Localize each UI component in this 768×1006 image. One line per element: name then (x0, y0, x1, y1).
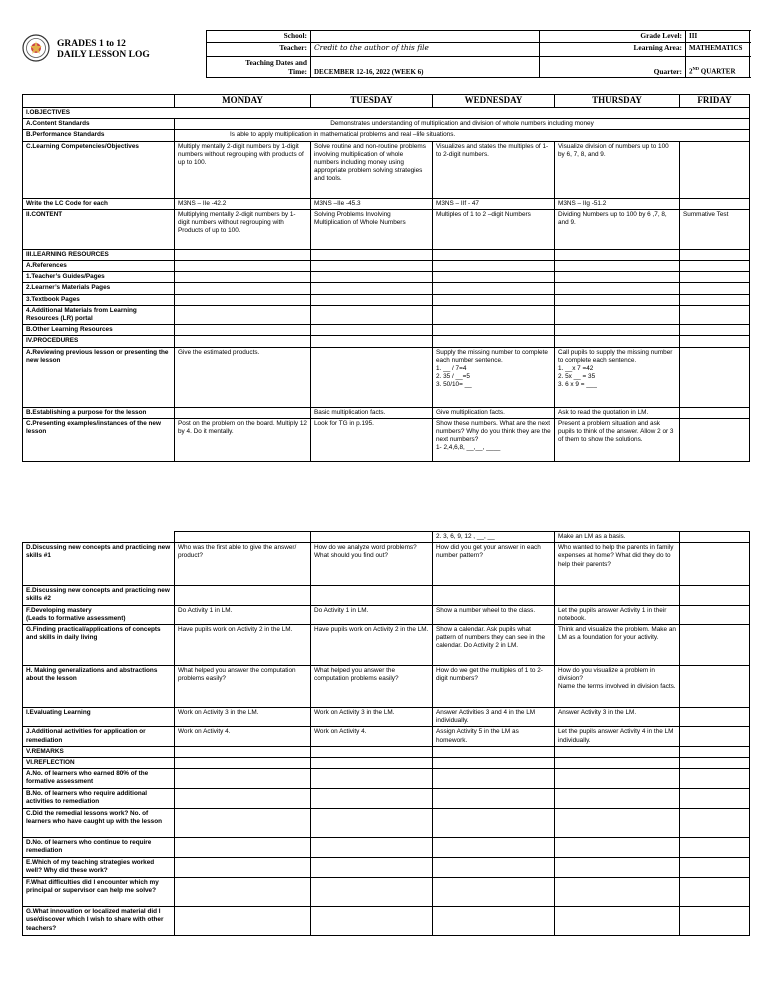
competencies-wednesday: Visualizes and states the multiples of 1-to 2-digit numbers. (433, 141, 555, 198)
remarks-label: V.REMARKS (23, 746, 175, 757)
reviewing-tuesday (311, 347, 433, 407)
developing-wednesday: Show a number wheel to the class. (433, 605, 555, 624)
teacher-value: Credit to the author of this file (311, 43, 540, 57)
day-header-friday: FRIDAY (680, 95, 750, 108)
reflection-label: VI.REFLECTION (23, 758, 175, 769)
evaluating-monday: Work on Activity 3 in the LM. (175, 708, 311, 727)
evaluating-thursday: Answer Activity 3 in the LM. (555, 708, 680, 727)
content-thursday: Dividing Numbers up to 100 by 6 ,7, 8, and 9. (555, 209, 680, 249)
finding-thursday: Think and visualize the problem. Make an LM as a foundation for your activity. (555, 625, 680, 666)
presenting-monday: Post on the problem on the board. Multiply 12 by 4. Do it mentally. (175, 418, 311, 461)
establishing-label: B.Establishing a purpose for the lesson (23, 407, 175, 418)
learning-resources-label: III.LEARNING RESOURCES (23, 249, 175, 260)
generalizations-friday (680, 666, 750, 708)
teacher-label: Teacher: (207, 43, 311, 57)
finding-tuesday: Have pupils work on Activity 2 in the LM. (311, 625, 433, 666)
content-standards-text: Demonstrates understanding of multiplication and division of whole numbers including money (175, 119, 750, 130)
quarter-label: Quarter: (540, 57, 686, 78)
quarter-number: 2 (689, 67, 693, 76)
quarter-text: QUARTER (699, 67, 736, 76)
objectives-heading: I.OBJECTIVES (23, 108, 750, 119)
establishing-wednesday: Give multiplication facts. (433, 407, 555, 418)
finding-wednesday: Show a calendar. Ask pupils what pattern of numbers they can see in the calendar. Do Activity 2 in LM. (433, 625, 555, 666)
day-header-thursday: THURSDAY (555, 95, 680, 108)
discussing1-wednesday: How did you get your answer in each number pattern? (433, 543, 555, 586)
evaluating-wednesday: Answer Activities 3 and 4 in the LM individually. (433, 708, 555, 727)
evaluating-tuesday: Work on Activity 3 in the LM. (311, 708, 433, 727)
reflection-d-label: D.No. of learners who continue to require remediation (23, 838, 175, 858)
continued-wednesday: 2. 3, 6, 9, 12 , __, __ (433, 532, 555, 543)
grade-level-label: Grade Level: (540, 31, 686, 43)
discussing2-label: E.Discussing new concepts and practicing new skills #2 (23, 586, 175, 605)
learning-area-label: Learning Area: (540, 43, 686, 57)
additional-thursday: Let the pupils answer Activity 4 in the LM individually. (555, 727, 680, 746)
deped-seal-icon (22, 34, 50, 62)
references-label: A.References (23, 261, 175, 272)
continued-tuesday (311, 532, 433, 543)
content-wednesday: Multiples of 1 to 2 –digit Numbers (433, 209, 555, 249)
additional-materials-label: 4.Additional Materials from Learning Resources (LR) portal (23, 305, 175, 324)
reflection-b-label: B.No. of learners who require additional activities to remediation (23, 789, 175, 809)
presenting-wednesday: Show these numbers. What are the next numbers? Why do you think they are the next numbers? 1- 2,4,6,8, __,__, ____ (433, 418, 555, 461)
lc-code-label: Write the LC Code for each (23, 198, 175, 209)
teaching-dates-label (207, 57, 311, 78)
reflection-g-label: G.What innovation or localized material did I use/discover which I wish to share with other teachers? (23, 907, 175, 936)
teachers-guide-label: 1.Teacher’s Guides/Pages (23, 272, 175, 283)
establishing-friday (680, 407, 750, 418)
developing-thursday: Let the pupils answer Activity 1 in their notebook. (555, 605, 680, 624)
finding-monday: Have pupils work on Activity 2 in the LM. (175, 625, 311, 666)
teaching-dates-label-line1: Teaching Dates and (245, 58, 307, 67)
generalizations-wednesday: How do we get the multiples of 1 to 2-digit numbers? (433, 666, 555, 708)
reviewing-wednesday: Supply the missing number to complete each number sentence. 1. __ / 7=4 2. 35 / __=5 3. 50/10= __ (433, 347, 555, 407)
additional-tuesday: Work on Activity 4. (311, 727, 433, 746)
performance-standards-label: B.Performance Standards (23, 130, 175, 141)
procedures-label: IV.PROCEDURES (23, 336, 175, 347)
competencies-label: C.Learning Competencies/Objectives (23, 141, 175, 198)
generalizations-tuesday: What helped you answer the computation problems easily? (311, 666, 433, 708)
discussing1-thursday: Who wanted to help the parents in family expenses at home? What did they do to help their parents? (555, 543, 680, 586)
grade-level-value: III (686, 31, 750, 43)
competencies-friday (680, 141, 750, 198)
competencies-thursday: Visualize division of numbers up to 100 by 6, 7, 8, and 9. (555, 141, 680, 198)
other-resources-label: B.Other Learning Resources (23, 325, 175, 336)
generalizations-monday: What helped you answer the computation problems easily? (175, 666, 311, 708)
generalizations-label: H. Making generalizations and abstractions about the lesson (23, 666, 175, 708)
reflection-c-label: C.Did the remedial lessons work? No. of learners who have caught up with the lesson (23, 809, 175, 838)
lc-code-thursday: M3NS – IIg -51.2 (555, 198, 680, 209)
presenting-tuesday: Look for TG in p.195. (311, 418, 433, 461)
content-monday: Multiplying mentally 2-digit numbers by 1-digit numbers without regrouping with Products of up to 100. (175, 209, 311, 249)
presenting-friday (680, 418, 750, 461)
finding-label: G.Finding practical/applications of concepts and skills in daily living (23, 625, 175, 666)
generalizations-thursday: How do you visualize a problem in division? Name the terms involved in division facts. (555, 666, 680, 708)
reviewing-friday (680, 347, 750, 407)
evaluating-friday (680, 708, 750, 727)
title-line-1: GRADES 1 to 12 (57, 39, 126, 49)
teaching-dates-value: DECEMBER 12-16, 2022 (WEEK 6) (311, 57, 540, 78)
reviewing-monday: Give the estimated products. (175, 347, 311, 407)
reflection-e-label: E.Which of my teaching strategies worked well? Why did these work? (23, 858, 175, 878)
lesson-table-page2 (22, 531, 750, 936)
reviewing-label: A.Reviewing previous lesson or presenting the new lesson (23, 347, 175, 407)
content-label: II.CONTENT (23, 209, 175, 249)
discussing1-tuesday: How do we analyze word problems? What should you find out? (311, 543, 433, 586)
learners-materials-label: 2.Learner’s Materials Pages (23, 283, 175, 294)
content-standards-label: A.Content Standards (23, 119, 175, 130)
additional-friday (680, 727, 750, 746)
textbook-label: 3.Textbook Pages (23, 294, 175, 305)
content-friday: Summative Test (680, 209, 750, 249)
establishing-thursday: Ask to read the quotation in LM. (555, 407, 680, 418)
quarter-suffix: ND (692, 66, 699, 72)
developing-tuesday: Do Activity 1 in LM. (311, 605, 433, 624)
finding-friday (680, 625, 750, 666)
additional-wednesday: Assign Activity 5 in the LM as homework. (433, 727, 555, 746)
day-header-wednesday: WEDNESDAY (433, 95, 555, 108)
presenting-label: C.Presenting examples/instances of the new lesson (23, 418, 175, 461)
establishing-tuesday: Basic multiplication facts. (311, 407, 433, 418)
content-tuesday: Solving Problems Involving Multiplication of Whole Numbers (311, 209, 433, 249)
performance-standards-text: Is able to apply multiplication in mathematical problems and real –life situations. (175, 130, 750, 141)
discussing1-friday (680, 543, 750, 586)
day-header-blank (23, 95, 175, 108)
day-header-monday: MONDAY (175, 95, 311, 108)
day-header-tuesday: TUESDAY (311, 95, 433, 108)
developing-friday (680, 605, 750, 624)
teaching-dates-label-line2: Time: (288, 67, 307, 76)
evaluating-label: I.Evaluating Learning (23, 708, 175, 727)
developing-monday: Do Activity 1 in LM. (175, 605, 311, 624)
competencies-tuesday: Solve routine and non-routine problems involving multiplication of whole numbers including money using appropriate problem solving strategies and tools. (311, 141, 433, 198)
continued-monday (175, 532, 311, 543)
discussing1-label: D.Discussing new concepts and practicing new skills #1 (23, 543, 175, 586)
reviewing-thursday: Call pupils to supply the missing number to complete each sentence. 1. __x 7 =42 2. 5x __ = 35 3. 6 x 9 = ___ (555, 347, 680, 407)
header-table (206, 30, 750, 78)
presenting-thursday: Present a problem situation and ask pupils to think of the answer. Allow 2 or 3 of them to show the solutions. (555, 418, 680, 461)
developing-label: F.Developing mastery (Leads to formative assessment) (23, 605, 175, 624)
lesson-table-page1 (22, 94, 750, 462)
discussing1-monday: Who was the first able to give the answer/ product? (175, 543, 311, 586)
reflection-f-label: F.What difficulties did I encounter which my principal or supervisor can help me solve? (23, 878, 175, 907)
lc-code-wednesday: M3NS – IIf - 47 (433, 198, 555, 209)
reflection-a-label: A.No. of learners who earned 80% of the formative assessment (23, 769, 175, 789)
learning-area-value: MATHEMATICS (686, 43, 750, 57)
school-label: School: (207, 31, 311, 43)
continued-friday (680, 532, 750, 543)
lc-code-monday: M3NS – IIe -42.2 (175, 198, 311, 209)
school-value (311, 31, 540, 43)
lc-code-tuesday: M3NS –IIe -45.3 (311, 198, 433, 209)
additional-activities-label: J.Additional activities for application or remediation (23, 727, 175, 746)
lc-code-friday (680, 198, 750, 209)
page-title (57, 39, 150, 61)
establishing-monday (175, 407, 311, 418)
quarter-value (686, 57, 750, 78)
title-line-2: DAILY LESSON LOG (57, 50, 150, 60)
additional-monday: Work on Activity 4. (175, 727, 311, 746)
competencies-monday: Multiply mentally 2-digit numbers by 1-digit numbers without regrouping with products of up to 100. (175, 141, 311, 198)
continued-thursday: Make an LM as a basis. (555, 532, 680, 543)
